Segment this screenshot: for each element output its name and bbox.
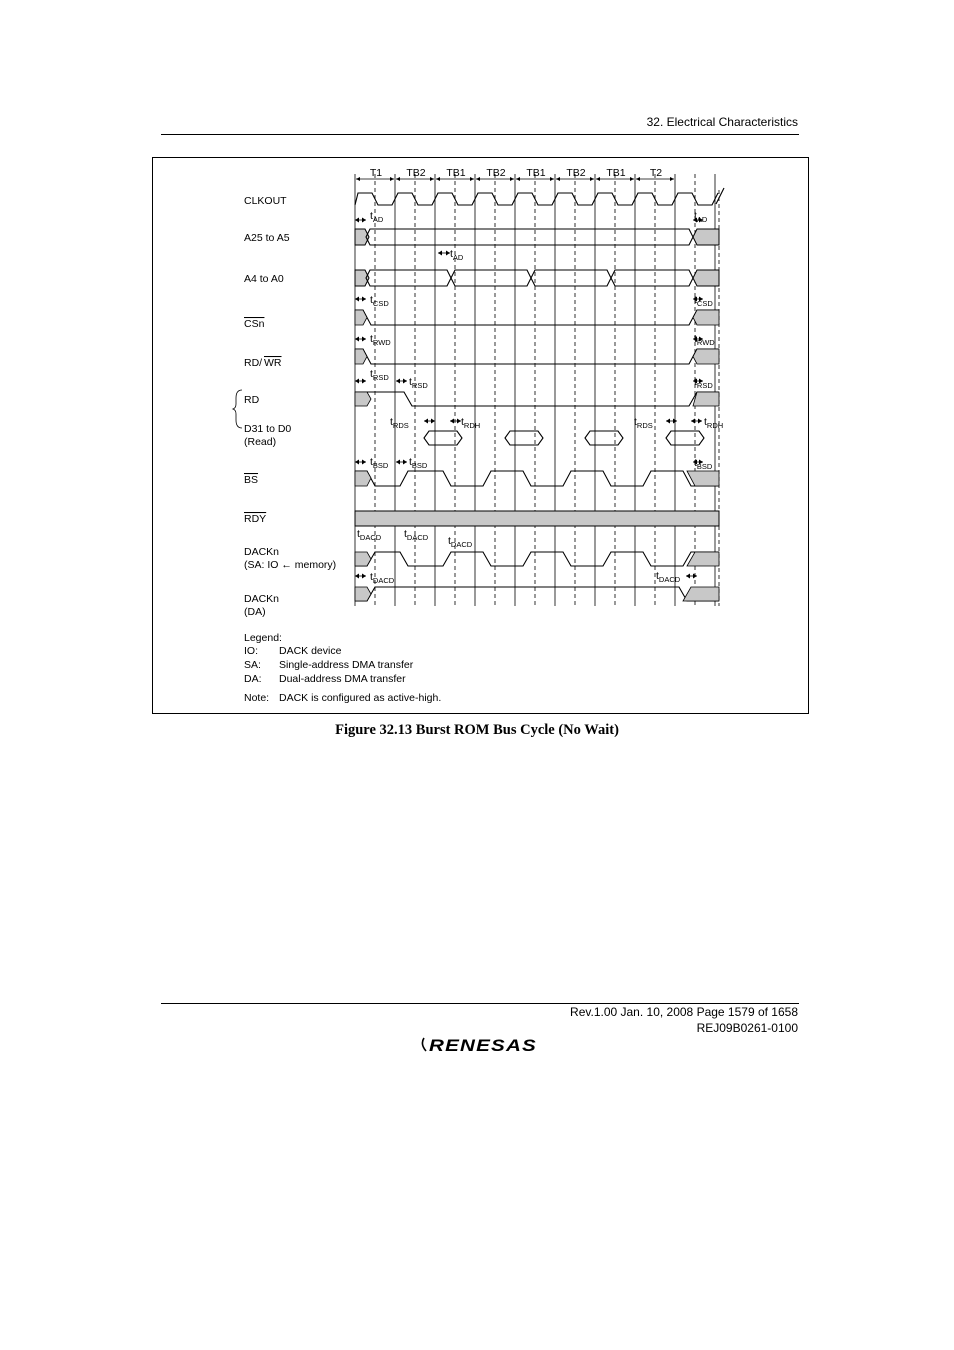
dack-sa-gray-start <box>355 552 371 566</box>
signal-label-csn: CSn <box>244 318 265 330</box>
svg-text:RENESAS: RENESAS <box>429 1036 537 1055</box>
cycle-label: T1 <box>369 167 383 179</box>
a4-addr-2 <box>451 270 531 286</box>
rdy-wave <box>355 511 719 526</box>
legend-desc: Dual-address DMA transfer <box>279 673 406 685</box>
timing-annotations <box>355 210 723 585</box>
timing-label-ad: $t_{AD}$ <box>694 210 708 224</box>
clkout-tail <box>716 188 724 204</box>
csn-wave-gray-end <box>693 310 719 325</box>
signal-label-a4: A4 to A0 <box>244 273 284 285</box>
a4-addr-1 <box>366 270 451 286</box>
signal-label-dack_da: DACKn <box>244 593 280 605</box>
signal-label-rdwr: RD/ <box>244 357 263 369</box>
legend-title: Legend: <box>244 632 282 644</box>
legend <box>244 632 441 704</box>
timing-label-rds: $t_{RDS}$ <box>634 416 653 430</box>
data-window-3 <box>585 431 623 445</box>
rd-gray-end <box>693 392 719 406</box>
clkout-wave <box>355 193 718 205</box>
signal-label-bs: BS <box>244 474 259 486</box>
signal-sublabel-dack_da: (DA) <box>244 606 266 618</box>
timing-label-dacd: $t_{DACD}$ <box>370 571 395 585</box>
dack-da-gray-end <box>683 587 719 601</box>
timing-label-bsd: $t_{BSD}$ <box>370 456 389 470</box>
timing-label-rdh: $t_{RDH}$ <box>704 416 724 430</box>
rd-wave <box>355 392 719 406</box>
timing-label-bsd: $t_{BSD}$ <box>409 456 428 470</box>
section-title: 32. Electrical Characteristics <box>646 115 798 129</box>
signal-label-rdwr-ol: WR <box>264 357 282 369</box>
timing-label-rsd: $t_{RSD}$ <box>694 376 713 390</box>
note-text: DACK is configured as active-high. <box>279 692 442 704</box>
footer-rule <box>161 1003 799 1004</box>
signal-label-dack_sa: DACKn <box>244 546 280 558</box>
timing-label-rds: $t_{RDS}$ <box>390 416 409 430</box>
cycle-label: TB1 <box>446 167 466 179</box>
csn-wave <box>355 310 719 325</box>
timing-label-rsd: $t_{RSD}$ <box>409 376 428 390</box>
timing-label-rsd: $t_{RSD}$ <box>370 368 389 382</box>
legend-desc: DACK device <box>279 645 342 657</box>
rdwr-wave <box>355 349 719 364</box>
renesas-logo <box>420 1034 542 1061</box>
cycle-label: T2 <box>649 167 663 179</box>
timing-label-rwd: $t_{RWD}$ <box>694 333 715 347</box>
timing-label-csd: $t_{CSD}$ <box>370 294 389 308</box>
csn-wave-gray-start <box>355 310 367 325</box>
data-window-2 <box>505 431 543 445</box>
brace-icon <box>233 390 242 428</box>
cycle-label: TB2 <box>566 167 586 179</box>
signal-label-clkout: CLKOUT <box>244 195 287 207</box>
timing-label-ad: $t_{AD}$ <box>450 248 464 262</box>
a4-addr-3 <box>531 270 611 286</box>
a25-invalid-end <box>693 229 719 245</box>
note-key: Note: <box>244 692 270 704</box>
bs-wave <box>355 471 719 486</box>
bs-gray-end <box>687 471 719 486</box>
rd-gray-start <box>355 392 371 406</box>
timing-label-bsd: $t_{BSD}$ <box>694 457 713 471</box>
dack-da-gray-start <box>355 587 371 601</box>
timing-label-rwd: $t_{RWD}$ <box>370 333 391 347</box>
a4-invalid-start <box>355 270 369 286</box>
timing-label-dacd: $t_{DACD}$ <box>404 528 429 542</box>
dack-da-wave <box>355 587 719 601</box>
bs-gray-start <box>355 471 371 486</box>
signal-sublabel-dack_sa: (SA: IO ← memory) <box>244 559 337 571</box>
timing-label-csd: $t_{CSD}$ <box>694 294 713 308</box>
a25-invalid-start <box>355 229 369 245</box>
cycle-label: TB1 <box>606 167 626 179</box>
data-window-4 <box>666 431 704 445</box>
page-footer <box>570 1005 798 1036</box>
legend-key: DA: <box>244 673 262 685</box>
dack-sa-wave <box>355 552 719 566</box>
signal-label-d31: D31 to D0 <box>244 423 292 435</box>
legend-desc: Single-address DMA transfer <box>279 659 414 671</box>
a4-addr-4 <box>611 270 693 286</box>
document-number: REJ09B0261-0100 <box>696 1020 798 1035</box>
signal-label-rdy: RDY <box>244 513 267 525</box>
timing-label-dacd: $t_{DACD}$ <box>357 528 382 542</box>
timing-label-dacd: $t_{DACD}$ <box>656 570 681 584</box>
legend-key: IO: <box>244 645 259 657</box>
signal-label-a25: A25 to A5 <box>244 232 290 244</box>
signal-sublabel-d31: (Read) <box>244 436 277 448</box>
rdwr-wave-gray-start <box>355 349 367 364</box>
signal-labels <box>233 195 336 618</box>
cycle-label: TB2 <box>486 167 506 179</box>
dack-sa-gray-end <box>687 552 719 566</box>
figure-caption: Figure 32.13 Burst ROM Bus Cycle (No Wait) <box>335 722 619 738</box>
timing-label-rdh: $t_{RDH}$ <box>461 416 481 430</box>
cycle-label: TB2 <box>406 167 426 179</box>
rdwr-wave-gray-end <box>693 349 719 364</box>
timing-label-ad: $t_{AD}$ <box>370 210 384 224</box>
a4-invalid-end <box>693 270 719 286</box>
cycle-label: TB1 <box>526 167 546 179</box>
timing-label-dacd: $t_{DACD}$ <box>448 535 473 549</box>
data-window-1 <box>424 431 462 445</box>
revision-info: Rev.1.00 Jan. 10, 2008 Page 1579 of 1658 <box>570 1005 798 1019</box>
legend-key: SA: <box>244 659 261 671</box>
signal-label-rd: RD <box>244 394 260 406</box>
